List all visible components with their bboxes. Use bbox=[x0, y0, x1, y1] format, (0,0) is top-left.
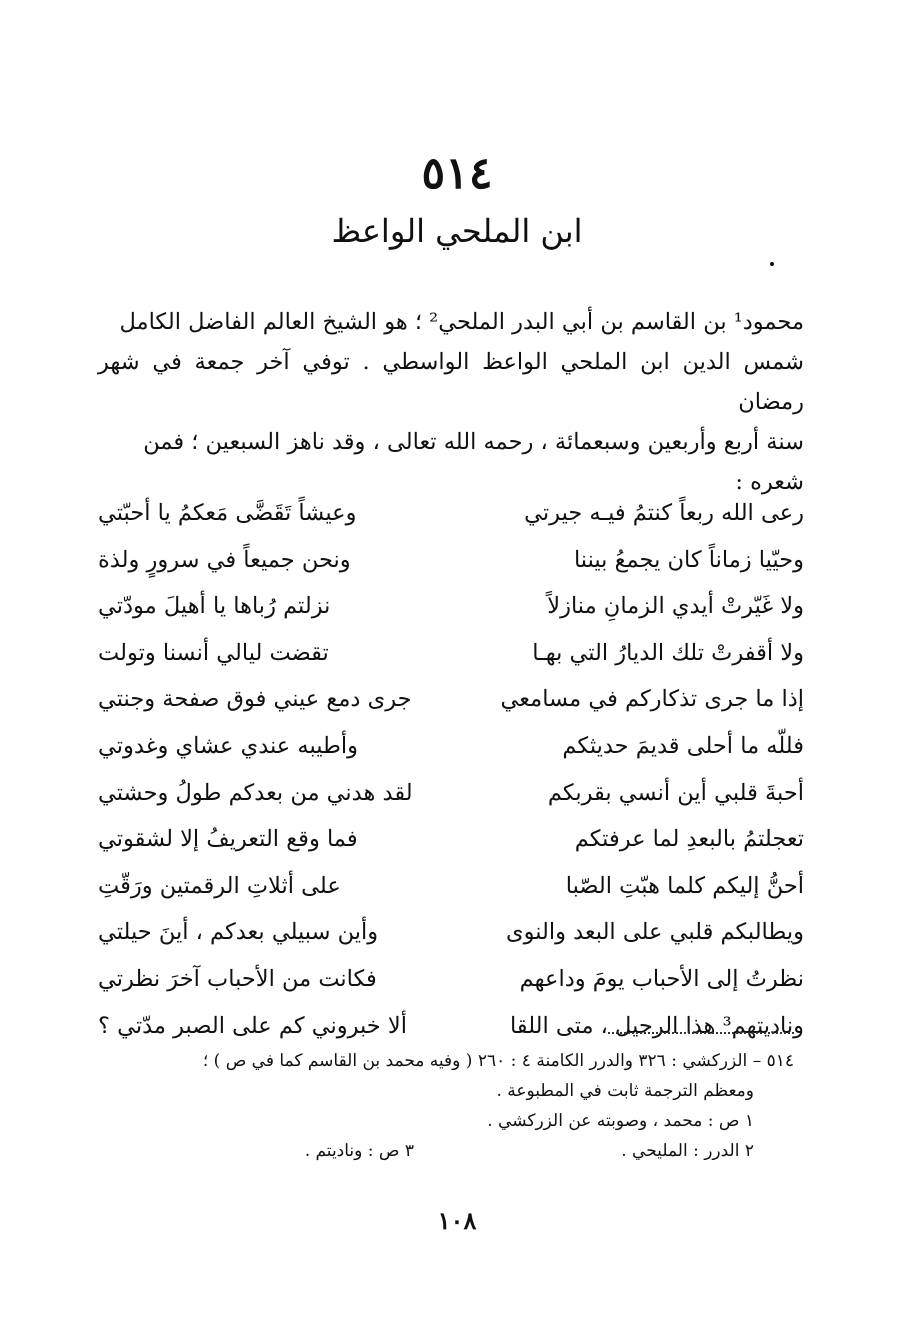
verse-second-hemistich: ونحن جميعاً في سرورٍ ولذة bbox=[98, 546, 351, 573]
intro-line: شمس الدين ابن الملحي الواعظ الواسطي . توفي آخر جمعة في شهر رمضان bbox=[98, 349, 804, 415]
intro-line: شعره : bbox=[735, 469, 804, 495]
footnote-row bbox=[98, 1136, 794, 1166]
verse-second-hemistich: جرى دمع عيني فوق صفحة وجنتي bbox=[98, 686, 412, 713]
verse-second-hemistich: ألا خبروني كم على الصبر مدّتي ؟ bbox=[98, 1012, 407, 1039]
entry-title: ابن الملحي الواعظ bbox=[331, 212, 583, 250]
poem-verse bbox=[98, 816, 804, 863]
footnote-main-continued: ومعظم الترجمة ثابت في المطبوعة . bbox=[496, 1081, 754, 1101]
poem-verse bbox=[98, 490, 804, 537]
footnote-2: ٢ الدرر : المليحي . bbox=[621, 1141, 754, 1161]
poem-verse bbox=[98, 630, 804, 677]
biography-paragraph bbox=[98, 302, 804, 502]
verse-first-hemistich: تعجلتمُ بالبعدِ لما عرفتكم bbox=[574, 826, 804, 853]
footnotes bbox=[98, 1046, 794, 1166]
verse-second-hemistich: فكانت من الأحباب آخرَ نظرتي bbox=[98, 965, 377, 992]
poem-verse bbox=[98, 537, 804, 584]
verse-second-hemistich: فما وقع التعريفُ إلا لشقوتي bbox=[98, 826, 358, 853]
verse-second-hemistich: وأين سبيلي بعدكم ، أينَ حيلتي bbox=[98, 919, 379, 946]
poem-verse bbox=[98, 956, 804, 1003]
verse-first-hemistich: ولا غَيّرتْ أيدي الزمانِ منازلاً bbox=[547, 593, 804, 620]
poem-verse bbox=[98, 909, 804, 956]
poem-verse bbox=[98, 1003, 804, 1050]
entry-number: ٥١٤ bbox=[421, 148, 493, 199]
footnote-separator bbox=[608, 1032, 794, 1034]
verse-first-hemistich: ويطالبكم قلبي على البعد والنوى bbox=[505, 919, 804, 946]
verse-first-hemistich: أحبةَ قلبي أين أنسي بقربكم bbox=[547, 779, 804, 806]
verse-second-hemistich: وعيشاً تَقَضَّى مَعكمُ يا أحبّتي bbox=[98, 500, 357, 526]
intro-line: محمود¹ بن القاسم بن أبي البدر الملحي² ؛ هو الشيخ العالم الفاضل الكامل bbox=[119, 309, 804, 335]
intro-line: سنة أربع وأربعين وسبعمائة ، رحمه الله تعالى ، وقد ناهز السبعين ؛ فمن bbox=[143, 429, 804, 455]
verse-first-hemistich: رعى الله ربعاً كنتمُ فيـه جيرتي bbox=[524, 500, 804, 526]
verse-first-hemistich: ولا أقفرتْ تلك الديارُ التي بهـا bbox=[532, 639, 804, 666]
verse-first-hemistich: أحنُّ إليكم كلما هبّتِ الصّبا bbox=[565, 872, 804, 899]
verse-second-hemistich: وأطيبه عندي عشاي وغدوتي bbox=[98, 732, 359, 759]
verse-first-hemistich: وناديتهم³ هذا الرحيل ، متى اللقا bbox=[509, 1012, 804, 1039]
poem-verse bbox=[98, 583, 804, 630]
page-number: ١٠٨ bbox=[437, 1206, 477, 1235]
footnote-3: ٣ ص : وناديتم . bbox=[304, 1141, 414, 1161]
poem bbox=[98, 490, 804, 1049]
verse-second-hemistich: نزلتم رُباها يا أهيلَ مودّتي bbox=[98, 593, 331, 620]
decorative-dot bbox=[770, 262, 774, 266]
poem-verse bbox=[98, 676, 804, 723]
verse-first-hemistich: إذا ما جرى تذكاركم في مسامعي bbox=[500, 686, 804, 713]
verse-first-hemistich: فللّه ما أحلى قديمَ حديثكم bbox=[562, 732, 804, 759]
verse-second-hemistich: على أثلاتِ الرقمتين ورَقّتِ bbox=[98, 872, 341, 899]
poem-verse bbox=[98, 723, 804, 770]
verse-first-hemistich: وحيّيا زماناً كان يجمعُ بيننا bbox=[573, 546, 804, 573]
verse-second-hemistich: تقضت ليالي أنسنا وتولت bbox=[98, 639, 329, 666]
poem-verse bbox=[98, 863, 804, 910]
verse-second-hemistich: لقد هدني من بعدكم طولُ وحشتي bbox=[98, 779, 413, 806]
poem-verse bbox=[98, 770, 804, 817]
footnote-1: ١ ص : محمد ، وصوبته عن الزركشي . bbox=[487, 1111, 754, 1131]
verse-first-hemistich: نظرتُ إلى الأحباب يومَ وداعهم bbox=[519, 965, 804, 992]
footnote-main: ٥١٤ – الزركشي : ٣٢٦ والدرر الكامنة ٤ : ٢٦٠ ( وفيه محمد بن القاسم كما في ص ) ؛ bbox=[202, 1051, 794, 1071]
